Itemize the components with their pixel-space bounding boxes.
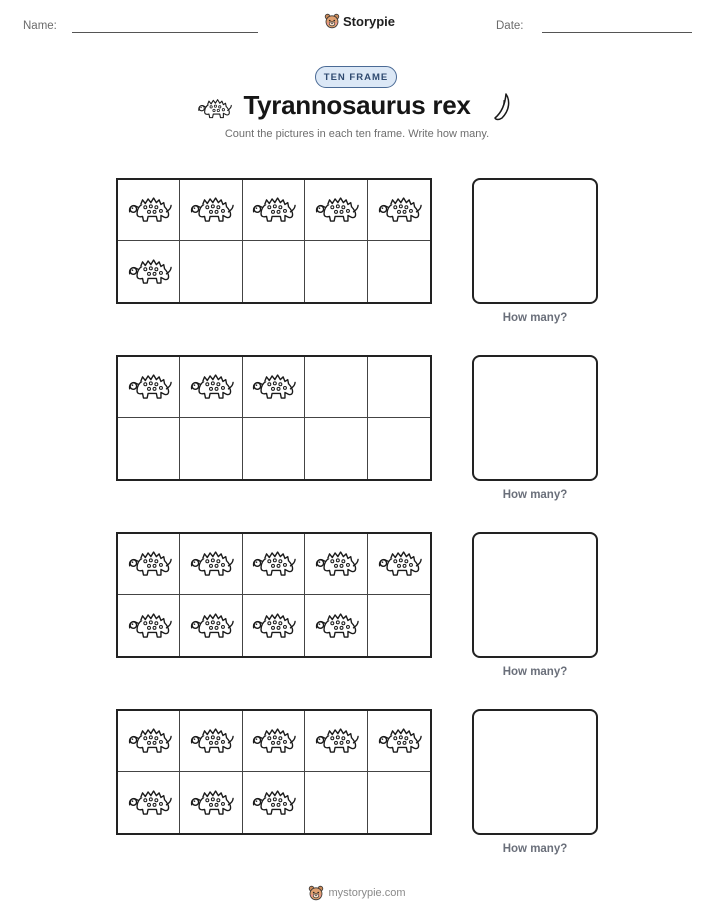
ten-frame-cell xyxy=(118,357,180,418)
ten-frame-cell xyxy=(368,241,430,302)
dinosaur-icon xyxy=(376,724,422,758)
ten-frame-cell xyxy=(368,772,430,833)
ten-frame xyxy=(116,709,432,835)
ten-frame-cell xyxy=(243,595,305,656)
footer xyxy=(0,885,714,901)
ten-frame-cell xyxy=(368,418,430,479)
ten-frame xyxy=(116,355,432,481)
ten-frame-cell xyxy=(180,241,242,302)
ten-frame-cell xyxy=(305,711,367,772)
ten-frame-cell xyxy=(305,241,367,302)
answer-box[interactable] xyxy=(472,532,598,658)
ten-frame-cell xyxy=(243,180,305,241)
ten-frame-cell xyxy=(368,711,430,772)
dinosaur-icon xyxy=(313,193,359,227)
ten-frame-cell xyxy=(305,595,367,656)
footer-url: mystorypie.com xyxy=(328,887,406,899)
ten-frame-cell xyxy=(180,180,242,241)
dinosaur-icon xyxy=(126,547,172,581)
how-many-label: How many? xyxy=(502,312,568,324)
ten-frame-cell xyxy=(180,418,242,479)
dinosaur-icon xyxy=(250,786,296,820)
ten-frame-cell xyxy=(243,711,305,772)
page-title: Tyrannosaurus rex xyxy=(243,90,471,120)
ten-frame-cell xyxy=(180,595,242,656)
name-line[interactable] xyxy=(72,32,258,33)
dinosaur-icon xyxy=(188,370,234,404)
dinosaur-icon xyxy=(126,255,172,289)
dinosaur-icon xyxy=(250,370,296,404)
ten-frame-cell xyxy=(118,711,180,772)
dinosaur-icon xyxy=(250,547,296,581)
how-many-label: How many? xyxy=(502,843,568,855)
dinosaur-icon xyxy=(376,547,422,581)
dinosaur-icon xyxy=(188,547,234,581)
ten-frame-cell xyxy=(305,180,367,241)
ten-frame-cell xyxy=(368,534,430,595)
dinosaur-icon xyxy=(126,786,172,820)
storypie-logo xyxy=(324,13,395,29)
ten-frame-cell xyxy=(180,357,242,418)
ten-frame-cell xyxy=(180,534,242,595)
ten-frame-cell xyxy=(118,595,180,656)
name-label: Name: xyxy=(23,20,57,32)
ten-frame-cell xyxy=(368,180,430,241)
answer-box[interactable] xyxy=(472,178,598,304)
ten-frame-cell xyxy=(118,241,180,302)
ten-frame-cell xyxy=(368,357,430,418)
answer-box[interactable] xyxy=(472,709,598,835)
dinosaur-icon xyxy=(313,547,359,581)
ten-frame-cell xyxy=(118,534,180,595)
dinosaur-icon xyxy=(188,609,234,643)
dinosaur-icon xyxy=(188,193,234,227)
ten-frame-cell xyxy=(118,772,180,833)
ten-frame-cell xyxy=(305,418,367,479)
ten-frame-cell xyxy=(305,772,367,833)
how-many-label: How many? xyxy=(502,666,568,678)
bear-mascot-icon xyxy=(324,13,340,29)
dinosaur-icon xyxy=(313,609,359,643)
instructions: Count the pictures in each ten frame. Write how many. xyxy=(224,128,490,140)
ten-frame-cell xyxy=(180,772,242,833)
answer-box[interactable] xyxy=(472,355,598,481)
dinosaur-icon xyxy=(250,724,296,758)
dinosaur-icon xyxy=(188,786,234,820)
ten-frame-cell xyxy=(180,711,242,772)
dinosaur-icon xyxy=(313,724,359,758)
ten-frame-cell xyxy=(118,418,180,479)
dinosaur-icon xyxy=(126,724,172,758)
ten-frame xyxy=(116,532,432,658)
dinosaur-icon xyxy=(126,609,172,643)
logo-text: Storypie xyxy=(343,13,396,29)
date-line[interactable] xyxy=(542,32,692,33)
claw-icon xyxy=(492,92,512,122)
how-many-label: How many? xyxy=(502,489,568,501)
ten-frame-cell xyxy=(118,180,180,241)
dinosaur-icon xyxy=(250,609,296,643)
ten-frame-cell xyxy=(368,595,430,656)
ten-frame-cell xyxy=(305,357,367,418)
ten-frame-badge: TEN FRAME xyxy=(315,66,397,88)
bear-mascot-icon xyxy=(308,885,324,901)
dinosaur-icon xyxy=(126,193,172,227)
dinosaur-icon xyxy=(250,193,296,227)
ten-frame-cell xyxy=(243,241,305,302)
ten-frame-cell xyxy=(305,534,367,595)
ten-frame-cell xyxy=(243,357,305,418)
ten-frame xyxy=(116,178,432,304)
dinosaur-icon xyxy=(376,193,422,227)
date-label: Date: xyxy=(496,20,524,32)
ten-frame-cell xyxy=(243,772,305,833)
dinosaur-icon xyxy=(126,370,172,404)
ten-frame-cell xyxy=(243,534,305,595)
ten-frame-cell xyxy=(243,418,305,479)
dinosaur-icon xyxy=(188,724,234,758)
